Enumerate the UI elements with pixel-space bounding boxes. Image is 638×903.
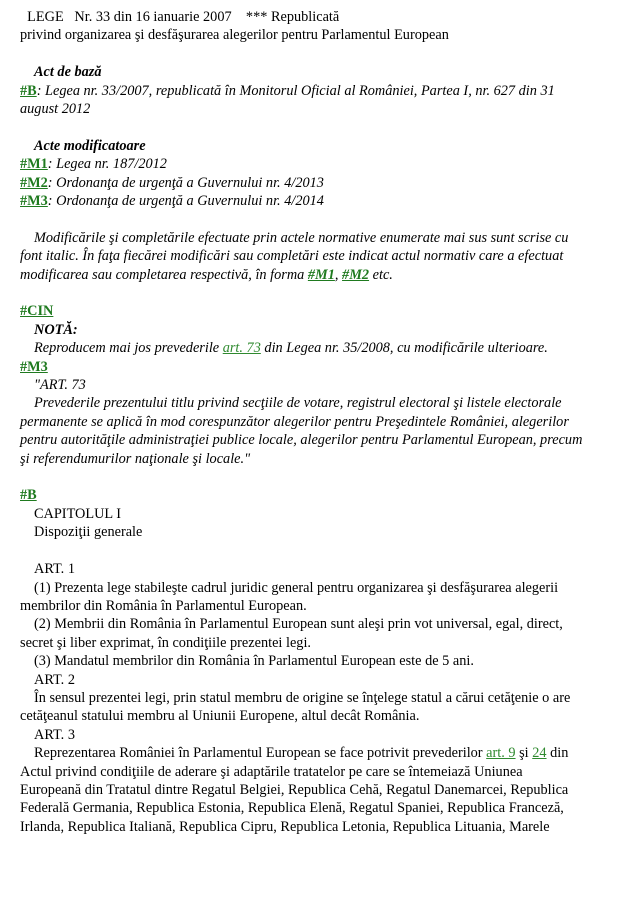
modificator-text: : Ordonanţa de urgenţă a Guvernului nr. 4/2013 [47, 174, 324, 191]
spacer [20, 468, 618, 486]
spacer [20, 45, 618, 63]
modificator-item [20, 174, 618, 192]
spacer [20, 210, 618, 228]
art-3-text-cont: Federală Germania, Republica Estonia, Republica Elenă, Regatul Spaniei, Republica Franceză, [20, 800, 564, 817]
art-73-line: permanente se aplică în mod corespunzător alegerilor pentru Preşedintele României, alegerilor [20, 413, 569, 430]
capitol-subtitle: Dispoziţii generale [34, 524, 143, 541]
modificator-item [20, 155, 618, 173]
tag-link-b[interactable]: #B [20, 82, 37, 99]
art-3-text-cont: Europeană din Tratatul dintre Regatul Belgiei, Republica Cehă, Regatul Danemarcei, Republica [20, 781, 569, 798]
tag-link-b[interactable]: #B [20, 487, 37, 504]
separator: , [334, 266, 343, 283]
modificator-text: : Legea nr. 187/2012 [47, 156, 167, 173]
nota-text [20, 339, 618, 357]
act-baza-text: : Legea nr. 33/2007, republicată în Monitorul Oficial al României, Partea I, nr. 627 din 31 [36, 82, 555, 99]
art-1-p2: (2) Membrii din România în Parlamentul European sunt aleşi prin vot universal, egal, direct, [34, 616, 563, 633]
nota-text-post: din Legea nr. 35/2008, cu modificările ulterioare. [260, 340, 548, 357]
spacer [20, 118, 618, 136]
modificator-item [20, 192, 618, 210]
b-line [20, 486, 618, 504]
capitol-title: CAPITOLUL I [34, 505, 121, 522]
art-73-line: Prevederile prezentului titlu privind secţiile de votare, registrul electoral şi listele electorale [34, 395, 562, 412]
art-1-p3: (3) Mandatul membrilor din România în Parlamentul European este de 5 ani. [34, 653, 474, 670]
art-2-title: ART. 2 [34, 671, 75, 688]
acte-modificatoare-title: Acte modificatoare [34, 137, 146, 154]
art-3-text-mid: şi [515, 745, 533, 762]
modificari-note-line: font italic. În faţa fiecărei modificări sau completări este indicat actul normativ care a efectuat [20, 248, 564, 265]
tag-link-m2[interactable]: #M2 [20, 174, 48, 191]
modificari-note-line [20, 266, 618, 284]
art-73-link[interactable]: art. 73 [222, 340, 261, 357]
modificari-note-text: etc. [369, 266, 393, 283]
nota-text-pre: Reproducem mai jos prevederile [34, 340, 223, 357]
act-baza-title: Act de bază [34, 64, 102, 81]
art-2-text-cont: cetăţeanul statului membru al Uniunii Europene, altul decât România. [20, 708, 420, 725]
art-3-text-cont: Actul privind condiţiile de aderare şi adaptările tratatelor pe care se întemeiază Uniunea [20, 763, 523, 780]
tag-link-m2[interactable]: #M2 [342, 266, 370, 283]
art-73-title: "ART. 73 [34, 377, 86, 394]
spacer [20, 284, 618, 302]
act-baza-line-2: august 2012 [20, 101, 91, 118]
art-1-title: ART. 1 [34, 561, 75, 578]
tag-link-m3[interactable]: #M3 [20, 358, 48, 375]
law-header: LEGE Nr. 33 din 16 ianuarie 2007 *** Republicată [20, 9, 340, 25]
art-3-text-pre: Reprezentarea României în Parlamentul European se face potrivit prevederilor [34, 745, 487, 762]
art-2-text: În sensul prezentei legi, prin statul membru de origine se înţelege statul a cărui cetăţenie o are [34, 689, 571, 706]
act-baza-line [20, 82, 618, 100]
modificari-note-text: modificarea sau completarea respectivă, în forma [20, 266, 308, 283]
art-1-p1-cont: membrilor din România în Parlamentul European. [20, 597, 307, 614]
modificari-note-line: Modificările şi completările efectuate prin actele normative enumerate mai sus sunt scrise cu [34, 229, 569, 246]
cin-line [20, 302, 618, 320]
tag-link-m1[interactable]: #M1 [307, 266, 335, 283]
law-subtitle: privind organizarea şi desfăşurarea alegerilor pentru Parlamentul European [20, 27, 449, 44]
nota-title: NOTĂ: [34, 321, 78, 338]
art-1-p2-cont: secret şi liber exprimat, în condiţiile prezentei legi. [20, 634, 311, 651]
tag-link-m1[interactable]: #M1 [20, 156, 48, 173]
tag-link-cin[interactable]: #CIN [20, 303, 54, 320]
m3-line [20, 358, 618, 376]
art-3-title: ART. 3 [34, 726, 75, 743]
tag-link-m3[interactable]: #M3 [20, 193, 48, 210]
art-3-text-cont: Irlanda, Republica Italiană, Republica Cipru, Republica Letonia, Republica Lituania, Marele [20, 818, 550, 835]
document-page [20, 8, 618, 836]
art-73-line: şi referendumurilor naţionale şi locale." [20, 450, 251, 467]
art-9-link[interactable]: art. 9 [486, 745, 516, 762]
spacer [20, 542, 618, 560]
art-1-p1: (1) Prezenta lege stabileşte cadrul juridic general pentru organizarea şi desfăşurarea alegerii [34, 579, 559, 596]
art-3-text [20, 744, 618, 762]
art-24-link[interactable]: 24 [532, 745, 547, 762]
art-3-text-post: din [546, 745, 569, 762]
modificator-text: : Ordonanţa de urgenţă a Guvernului nr. 4/2014 [47, 193, 324, 210]
art-73-line: pentru autorităţile administraţiei publice locale, alegerilor pentru Parlamentul European, precum [20, 432, 583, 449]
